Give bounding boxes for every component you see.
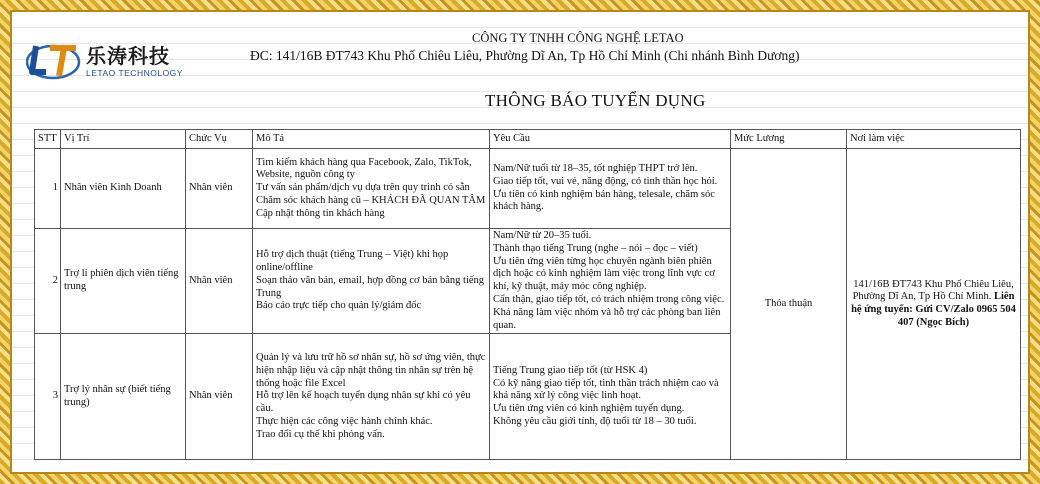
requirement-line: Cẩn thận, giao tiếp tốt, có trách nhiệm trong công việc.: [493, 293, 725, 305]
description-line: Hỗ trợ dịch thuật (tiếng Trung – Việt) khi họp online/offline: [256, 249, 449, 273]
workplace-contact: Liên hệ ứng tuyển: Gửi CV/Zalo 0965 504 407 (Ngọc Bích): [851, 291, 1016, 328]
row-rank: Nhân viên: [186, 334, 253, 460]
requirement-line: Nam/Nữ từ 20–35 tuổi.: [493, 230, 592, 241]
row-requirements: [490, 229, 731, 334]
description-line: Cập nhật thông tin khách hàng: [256, 207, 385, 219]
logo-english-text: LETAO TECHNOLOGY: [86, 68, 183, 78]
row-description: [253, 149, 490, 229]
workplace-cell: [847, 149, 1021, 460]
workplace-address: 141/16B ĐT743 Khu Phố Chiêu Liêu, Phường Dĩ An, Tp Hồ Chí Minh.: [852, 278, 1014, 303]
description-line: Báo cáo trực tiếp cho quản lý/giám đốc: [256, 300, 422, 312]
spreadsheet-page: [10, 10, 1030, 474]
company-logo: [26, 36, 196, 88]
description-line: Thực hiện các công việc hành chính khác.: [256, 416, 433, 428]
description-line: Hỗ trợ lên kế hoạch tuyển dụng nhân sự khi có yêu cầu.: [256, 390, 471, 415]
row-description: [253, 334, 490, 460]
description-line: Chăm sóc khách hàng cũ – KHÁCH ĐÃ QUAN TÂM: [256, 194, 486, 206]
col-header-stt: STT: [35, 130, 61, 149]
col-header-requirements: Yêu Cầu: [490, 130, 731, 149]
description-line: Tư vấn sản phẩm/dịch vụ dựa trên quy trình có sẵn: [256, 182, 470, 194]
col-header-rank: Chức Vụ: [186, 130, 253, 149]
col-header-workplace: Nơi làm việc: [847, 130, 1021, 149]
logo-chinese-text: 乐涛科技: [86, 44, 170, 68]
requirement-line: Khả năng làm việc nhóm và hỗ trợ các phòng ban liên quan.: [493, 306, 721, 331]
row-description: [253, 229, 490, 334]
requirement-line: Ưu tiên ứng viên có kinh nghiệm tuyển dụng.: [493, 403, 685, 415]
row-rank: Nhân viên: [186, 229, 253, 334]
description-line: Soạn thảo văn bản, email, hợp đồng cơ bản bằng tiếng Trung: [256, 274, 485, 299]
col-header-description: Mô Tả: [253, 130, 490, 149]
description-line: Trao đổi cụ thể khi phỏng vấn.: [256, 428, 385, 440]
requirement-line: Ưu tiên có kinh nghiệm bán hàng, telesale, chăm sóc khách hàng.: [493, 188, 715, 213]
requirement-line: Không yêu cầu giới tính, độ tuổi từ 18 – 30 tuổi.: [493, 416, 697, 428]
requirement-line: Tiếng Trung giao tiếp tốt (từ HSK 4): [493, 364, 648, 376]
row-stt: 2: [35, 229, 61, 334]
salary-cell: Thỏa thuận: [731, 149, 847, 460]
requirement-line: Ưu tiên ứng viên từng học chuyên ngành biên phiên dịch hoặc có kinh nghiệm làm việc trong lĩnh vực cơ khí, kỹ thuật, máy móc công nghiệp.: [493, 255, 715, 293]
row-stt: 3: [35, 334, 61, 460]
row-rank: Nhân viên: [186, 149, 253, 229]
description-line: Tìm kiếm khách hàng qua Facebook, Zalo, TikTok, Website, nguồn công ty: [256, 156, 472, 181]
lt-logo-mark-icon: [26, 38, 82, 84]
requirement-line: Thành thạo tiếng Trung (nghe – nói – đọc – viết): [493, 242, 698, 254]
col-header-salary: Mức Lương: [731, 130, 847, 149]
requirement-line: Có kỹ năng giao tiếp tốt, tinh thần trách nhiệm cao và khả năng xử lý công việc linh hoạt.: [493, 377, 719, 402]
row-position: Trợ lí phiên dịch viên tiếng trung: [61, 229, 186, 334]
col-header-position: Vị Trí: [61, 130, 186, 149]
row-position: Nhân viên Kinh Doanh: [61, 149, 186, 229]
page-title: THÔNG BÁO TUYỂN DỤNG: [485, 91, 706, 110]
company-name: CÔNG TY TNHH CÔNG NGHỆ LETAO: [472, 31, 684, 45]
description-line: Quản lý và lưu trữ hồ sơ nhân sự, hồ sơ ứng viên, thực hiện nhập liệu và cập nhật thông tin nhân sự trên hệ thống hoặc file Excel: [256, 352, 486, 389]
table-row: [35, 149, 1021, 229]
recruitment-table: [34, 129, 1021, 460]
company-address: ĐC: 141/16B ĐT743 Khu Phố Chiêu Liêu, Phường Dĩ An, Tp Hồ Chí Minh (Chi nhánh Bình Dương): [250, 48, 800, 63]
table-header-row: [35, 130, 1021, 149]
requirement-line: Giao tiếp tốt, vui vẻ, năng động, có tinh thần học hỏi.: [493, 175, 718, 187]
row-position: Trợ lý nhân sự (biết tiếng trung): [61, 334, 186, 460]
row-requirements: [490, 149, 731, 229]
row-requirements: [490, 334, 731, 460]
requirement-line: Nam/Nữ tuổi từ 18–35, tốt nghiệp THPT trở lên.: [493, 162, 698, 174]
row-stt: 1: [35, 149, 61, 229]
